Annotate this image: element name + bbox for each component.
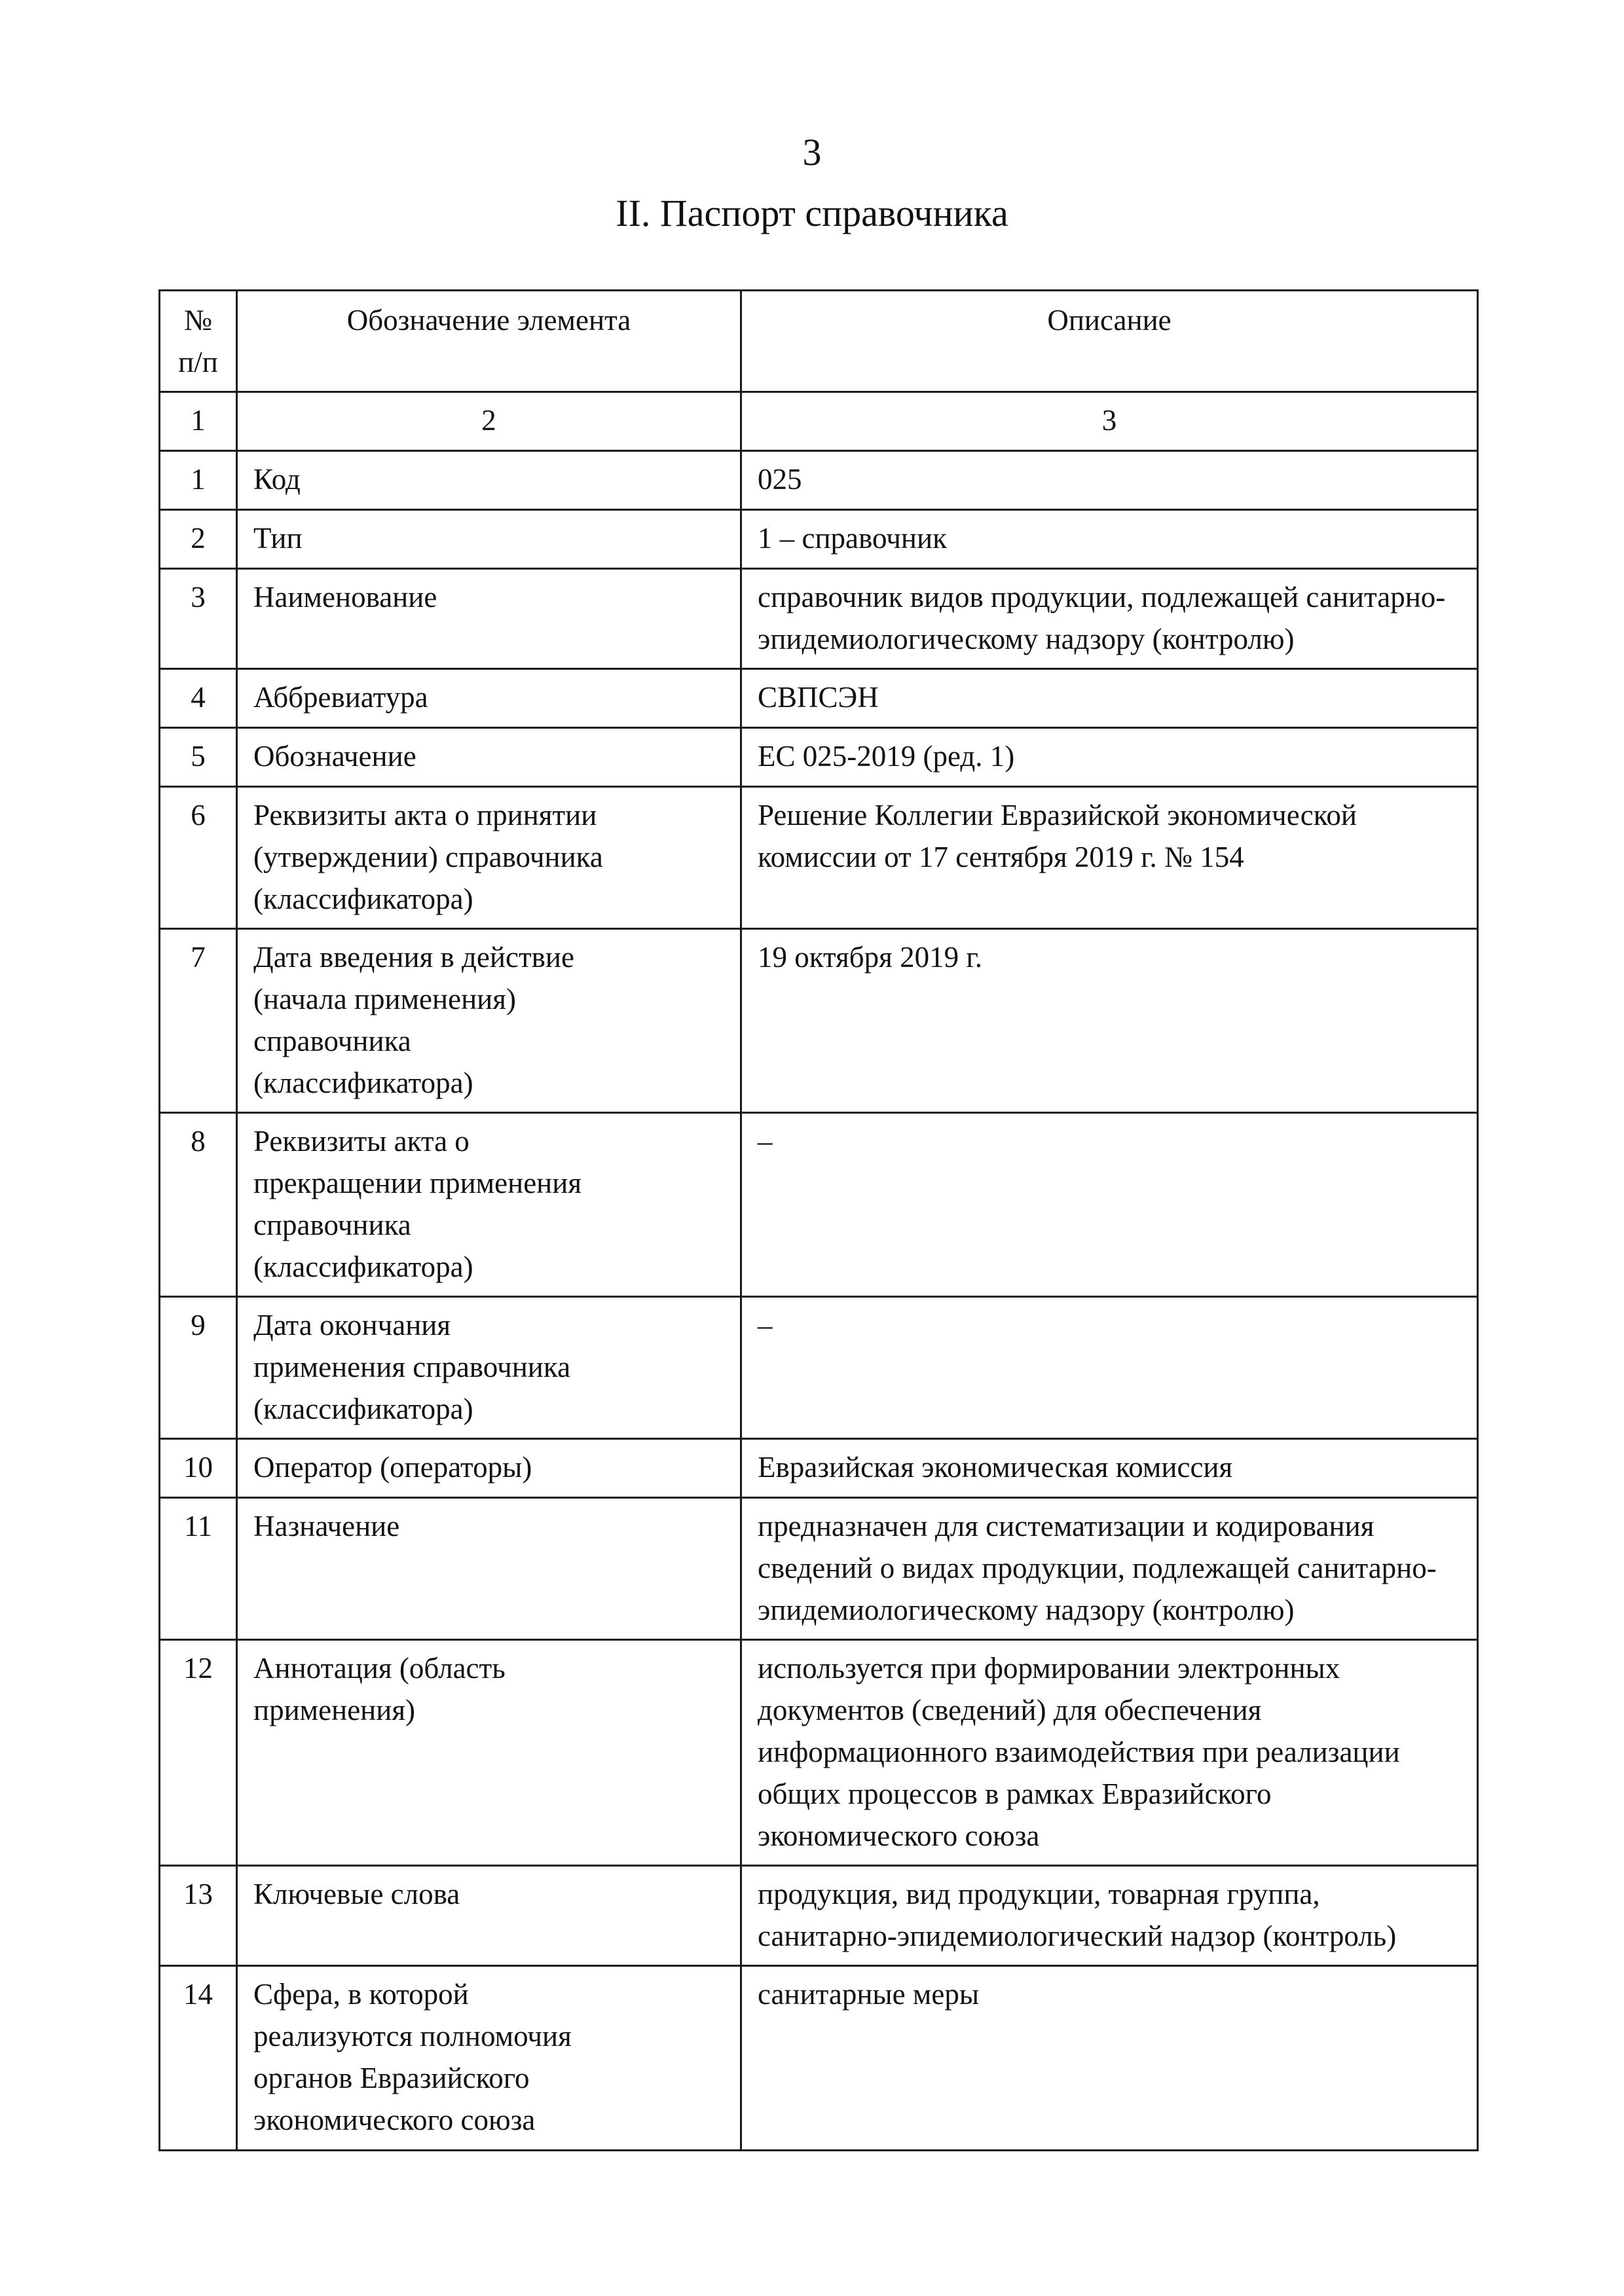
row-description: 025 xyxy=(741,451,1478,510)
table-row xyxy=(160,929,1478,1113)
row-element: Оператор (операторы) xyxy=(237,1439,741,1498)
row-number: 13 xyxy=(160,1866,237,1966)
row-description: СВПСЭН xyxy=(741,669,1478,728)
table-row xyxy=(160,669,1478,728)
row-description: – xyxy=(741,1113,1478,1297)
table-row xyxy=(160,451,1478,510)
table-row xyxy=(160,1966,1478,2151)
row-number: 4 xyxy=(160,669,237,728)
row-number: 6 xyxy=(160,787,237,929)
table-row xyxy=(160,787,1478,929)
table-row xyxy=(160,1297,1478,1439)
row-description: – xyxy=(741,1297,1478,1439)
row-number: 10 xyxy=(160,1439,237,1498)
row-element: Аннотация (область применения) xyxy=(237,1640,741,1866)
page-number: 3 xyxy=(802,131,822,173)
row-description: Решение Коллегии Евразийской экономической комиссии от 17 сентября 2019 г. № 154 xyxy=(741,787,1478,929)
row-element: Код xyxy=(237,451,741,510)
row-description: продукция, вид продукции, товарная группа, санитарно-эпидемиологический надзор (контроль) xyxy=(741,1866,1478,1966)
row-element: Сфера, в которой реализуются полномочия органов Евразийского экономического союза xyxy=(237,1966,741,2151)
row-number: 8 xyxy=(160,1113,237,1297)
header-description: Описание xyxy=(741,291,1478,392)
row-number: 2 xyxy=(160,510,237,569)
table-row xyxy=(160,1439,1478,1498)
row-element: Дата введения в действие (начала применения) справочника (классификатора) xyxy=(237,929,741,1113)
row-element: Реквизиты акта о принятии (утверждении) справочника (классификатора) xyxy=(237,787,741,929)
table-header-row xyxy=(160,291,1478,392)
column-number-cell: 2 xyxy=(237,392,741,451)
row-number: 3 xyxy=(160,569,237,669)
table-row xyxy=(160,1640,1478,1866)
row-number: 9 xyxy=(160,1297,237,1439)
row-number: 12 xyxy=(160,1640,237,1866)
row-element: Ключевые слова xyxy=(237,1866,741,1966)
row-description: предназначен для систематизации и кодирования сведений о видах продукции, подлежащей санитарно- эпидемиологическому надзору (контролю) xyxy=(741,1498,1478,1640)
header-num: № п/п xyxy=(160,291,237,392)
row-description: ЕС 025-2019 (ред. 1) xyxy=(741,728,1478,787)
table-row xyxy=(160,510,1478,569)
row-description: 1 – справочник xyxy=(741,510,1478,569)
row-number: 11 xyxy=(160,1498,237,1640)
table-row xyxy=(160,1866,1478,1966)
row-element: Аббревиатура xyxy=(237,669,741,728)
row-element: Обозначение xyxy=(237,728,741,787)
row-number: 1 xyxy=(160,451,237,510)
table-row xyxy=(160,728,1478,787)
row-element: Реквизиты акта о прекращении применения справочника (классификатора) xyxy=(237,1113,741,1297)
row-element: Тип xyxy=(237,510,741,569)
row-number: 14 xyxy=(160,1966,237,2151)
row-element: Назначение xyxy=(237,1498,741,1640)
table-row xyxy=(160,1498,1478,1640)
passport-table xyxy=(158,289,1479,2151)
row-number: 7 xyxy=(160,929,237,1113)
table-row xyxy=(160,569,1478,669)
row-description: используется при формировании электронных документов (сведений) для обеспечения информационного взаимодействия при реализации общих процессов в рамках Евразийского экономического союза xyxy=(741,1640,1478,1866)
header-element: Обозначение элемента xyxy=(237,291,741,392)
row-number: 5 xyxy=(160,728,237,787)
row-element: Дата окончания применения справочника (классификатора) xyxy=(237,1297,741,1439)
column-number-cell: 3 xyxy=(741,392,1478,451)
row-description: Евразийская экономическая комиссия xyxy=(741,1439,1478,1498)
row-element: Наименование xyxy=(237,569,741,669)
row-description: 19 октября 2019 г. xyxy=(741,929,1478,1113)
row-description: справочник видов продукции, подлежащей санитарно- эпидемиологическому надзору (контролю) xyxy=(741,569,1478,669)
row-description: санитарные меры xyxy=(741,1966,1478,2151)
section-title: II. Паспорт справочника xyxy=(616,192,1008,234)
table-row xyxy=(160,1113,1478,1297)
column-number-row xyxy=(160,392,1478,451)
column-number-cell: 1 xyxy=(160,392,237,451)
